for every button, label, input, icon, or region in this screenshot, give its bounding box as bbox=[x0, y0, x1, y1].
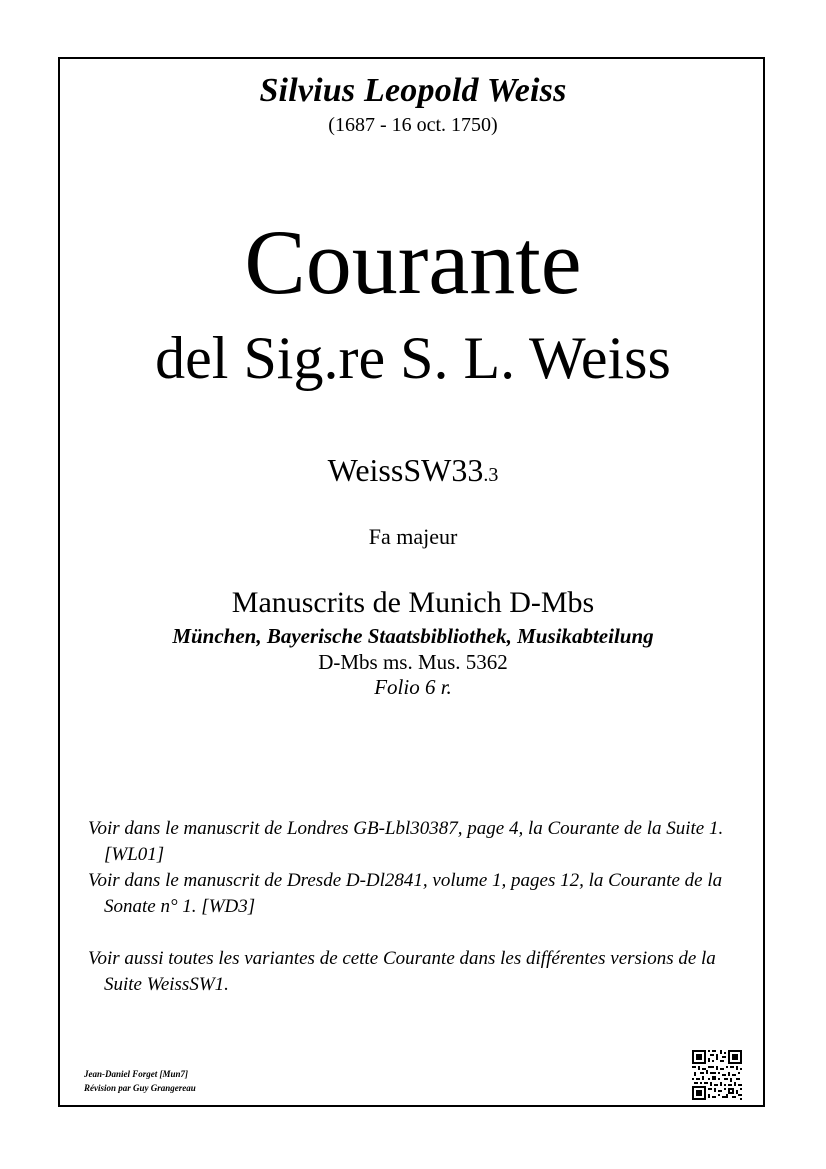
composer-dates: (1687 - 16 oct. 1750) bbox=[328, 114, 498, 136]
catalog-suffix: .3 bbox=[483, 464, 499, 486]
piece-title: Courante bbox=[244, 211, 582, 313]
key-signature: Fa majeur bbox=[368, 524, 458, 549]
credit-revision: Révision par Guy Grangereau bbox=[84, 1083, 196, 1093]
source-folio: Folio 6 r. bbox=[374, 675, 452, 699]
note-london: Voir dans le manuscrit de Londres GB-Lbl30387, page 4, la Courante de la Suite 1. [WL01] bbox=[88, 818, 724, 865]
source-shelfmark: D-Mbs ms. Mus. 5362 bbox=[318, 650, 508, 674]
source-library: München, Bayerische Staatsbibliothek, Musikabteilung bbox=[172, 624, 654, 648]
source-name: Manuscrits de Munich D-Mbs bbox=[231, 586, 595, 619]
credits bbox=[84, 1067, 196, 1095]
catalog-number bbox=[0, 452, 826, 489]
composer-name: Silvius Leopold Weiss bbox=[259, 72, 567, 109]
qr-code-icon bbox=[692, 1050, 742, 1100]
notes-block bbox=[88, 816, 748, 998]
credit-editor: Jean-Daniel Forget [Mun7] bbox=[84, 1069, 189, 1079]
note-dresden: Voir dans le manuscrit de Dresde D-Dl2841, volume 1, pages 12, la Courante de la Sonate n° 1. [WD3] bbox=[88, 870, 723, 917]
piece-subtitle: del Sig.re S. L. Weiss bbox=[155, 325, 671, 391]
note-variants: Voir aussi toutes les variantes de cette Courante dans les différentes versions de la Suite WeissSW1. bbox=[88, 948, 716, 995]
catalog-main: WeissSW33 bbox=[327, 452, 484, 488]
